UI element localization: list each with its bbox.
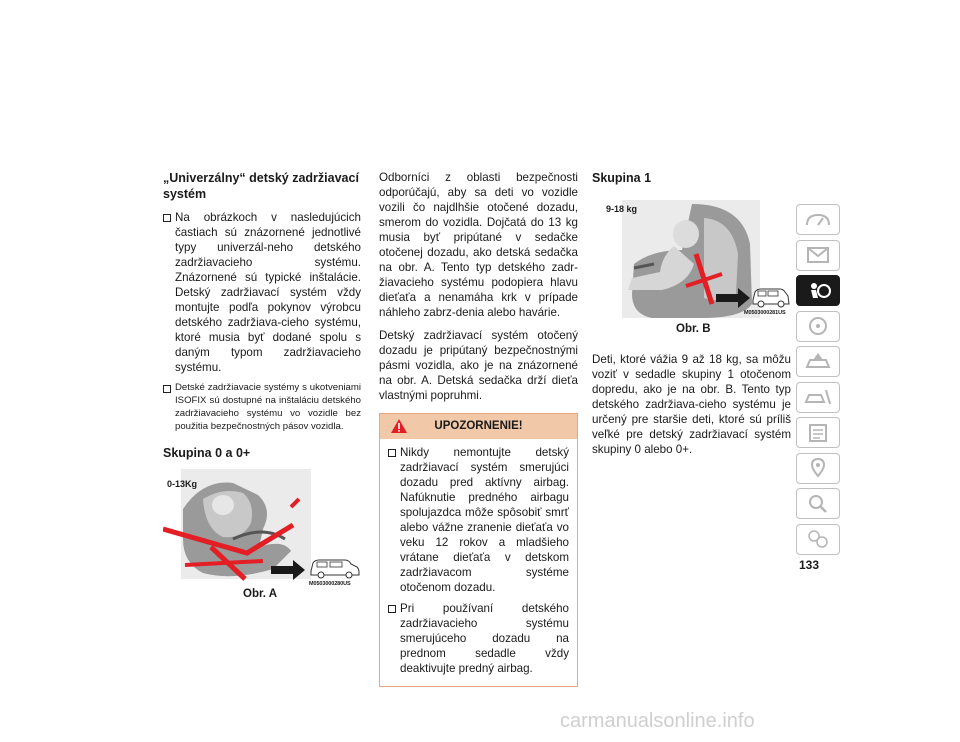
car-service-icon	[803, 386, 833, 408]
page-number: 133	[799, 558, 820, 572]
car-warning-icon	[803, 351, 833, 373]
tab-driving[interactable]	[796, 311, 840, 342]
weight-label: 9-18 kg	[606, 204, 638, 214]
column-right	[592, 170, 791, 465]
section-heading: Skupina 1	[592, 171, 652, 185]
figure-caption: Obr. B	[676, 323, 711, 335]
column-middle	[379, 170, 578, 687]
paragraph: Deti, ktoré vážia 9 až 18 kg, sa môžu voziť v sedadle skupiny 1 otočenom dopredu, ako je na obr. B. Tento typ detského zadržiava-cieho systému je určený pre staršie deti, ktoré sú príliš veľké pre detský zadržiavací systém skupiny 0 alebo 0+.	[592, 353, 791, 456]
watermark: carmanualsonline.info	[560, 710, 755, 732]
square-bullet-icon	[163, 385, 171, 393]
figure-code: M0503000281US	[744, 310, 786, 316]
tab-index[interactable]	[796, 488, 840, 519]
bullet-list	[163, 210, 361, 433]
chapter-tabs	[796, 204, 840, 559]
tab-languages[interactable]	[796, 524, 840, 555]
tab-safety[interactable]	[796, 275, 840, 306]
figure-code: M0503000280US	[309, 581, 351, 587]
square-bullet-icon	[388, 605, 396, 613]
warning-body	[380, 439, 577, 686]
tab-service[interactable]	[796, 382, 840, 413]
square-bullet-icon	[388, 449, 396, 457]
warning-box	[379, 413, 578, 687]
weight-label: 0-13Kg	[167, 479, 198, 489]
square-bullet-icon	[163, 214, 171, 222]
warning-title: UPOZORNENIE!	[434, 420, 523, 432]
dashboard-car-icon	[803, 209, 833, 231]
magnifier-icon	[803, 493, 833, 515]
car-location-icon	[803, 457, 833, 479]
tab-emergency[interactable]	[796, 346, 840, 377]
language-icon	[803, 528, 833, 550]
airbag-safety-icon	[803, 280, 833, 302]
figure-a	[163, 469, 361, 601]
steering-wheel-icon	[803, 315, 833, 337]
envelope-car-icon	[803, 244, 833, 266]
paragraph: Detský zadržiavací systém otočený dozadu je pripútaný bezpečnostnými pásmi vozidla, ako je na znázornené na obr. A. Detská sedačka drží dieťa vlastnými popruhmi.	[379, 329, 578, 402]
subsection-heading: Skupina 0 a 0+	[163, 446, 251, 460]
column-left	[163, 170, 361, 601]
list-item: Pri používaní detského zadržiavacieho systému smerujúceho dozadu na prednom sedadle vždy deaktivujte predný airbag.	[388, 601, 569, 676]
figure-caption: Obr. A	[243, 588, 278, 600]
section-heading: „Univerzálny“ detský zadržiavací systém	[163, 171, 359, 201]
tab-specifications[interactable]	[796, 417, 840, 448]
list-item: Na obrázkoch v nasledujúcich častiach sú znázornené jednotlivé typy univerzál-neho detského zadržiavacieho systému. Znázornené sú typické inštalácie. Detský zadržiavací systém vždy montujte podľa pokynov výrobcu detského zadržiava-cieho systému, ktoré musia byť dodané spolu s daným typom zadržiavacieho systému.	[163, 210, 361, 375]
list-item: Detské zadržiavacie systémy s ukotveniami ISOFIX sú dostupné na inštaláciu detského zadržiavacieho systému vo vozidle bez použitia bezpečnostných pásov vozidla.	[163, 381, 361, 433]
figure-b	[592, 194, 791, 346]
tab-multimedia[interactable]	[796, 453, 840, 484]
tab-instructions[interactable]	[796, 240, 840, 271]
warning-header	[380, 414, 577, 439]
paragraph: Odborníci z oblasti bezpečnosti odporúčajú, aby sa deti vo vozidle vozili čo najdlhšie otočené dozadu, smerom do vozidla. Dojčatá do 13 kg musia byť pripútané v sedačke otočenej dozadu, ako detská sedačka na obr. A. Tento typ detského zadr-žiavacieho systému podopiera hlavu dieťaťa a nenamáha krk v prípade náhleho zabrz-denia alebo havárie.	[379, 171, 578, 319]
list-item: Nikdy nemontujte detský zadržiavací systém smerujúci dozadu pred aktívny airbag. Nafúknutie predného airbagu spolujazdca môže spôsobiť smrť alebo vážne zranenie dieťaťa vo veku 12 rokov a mladšieho vrátane dieťaťa v detskom zadržiavacom systéme otočenom dozadu.	[388, 445, 569, 595]
checklist-icon	[803, 422, 833, 444]
tab-dashboard[interactable]	[796, 204, 840, 235]
